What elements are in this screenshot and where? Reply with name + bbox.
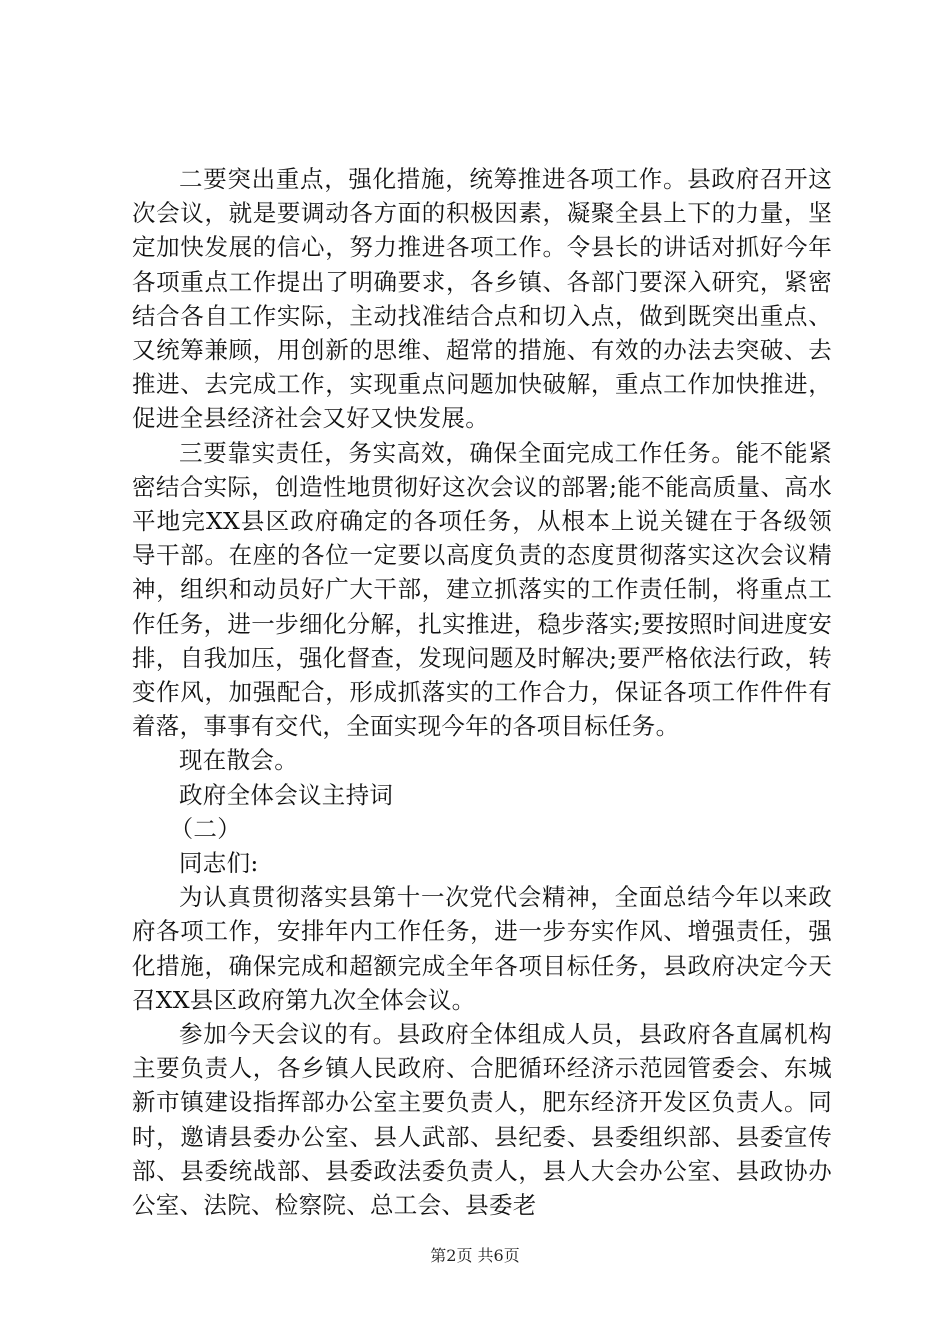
paragraph-attendees: 参加今天会议的有。县政府全体组成人员，县政府各直属机构主要负责人，各乡镇人民政府、合肥循环经济示范园管委会、东城新市镇建设指挥部办公室主要负责人，肥东经济开发区负责人。同时，邀请县委办公室、县人武部、县纪委、县委组织部、县委宣传部、县委统战部、县委政法委负责人，县人大会办公室、县政协办公室、法院、检察院、总工会、县委老 — [132, 1020, 832, 1220]
paragraph-point-two: 二要突出重点，强化措施，统筹推进各项工作。县政府召开这次会议，就是要调动各方面的积极因素，凝聚全县上下的力量，坚定加快发展的信心，努力推进各项工作。令县长的讲话对抓好今年各项重点工作提出了明确要求，各乡镇、各部门要深入研究，紧密结合各自工作实际，主动找准结合点和切入点，做到既突出重点、又统筹兼顾，用创新的思维、超常的措施、有效的办法去突破、去推进、去完成工作，实现重点问题加快破解，重点工作加快推进，促进全县经济社会又好又快发展。 — [132, 165, 832, 433]
section-title: 政府全体会议主持词 — [179, 780, 394, 809]
section-number: （二） — [169, 814, 241, 843]
page-footer: 第2页 共6页 — [430, 1246, 520, 1265]
document-body — [132, 162, 832, 1222]
paragraph-point-three: 三要靠实责任，务实高效，确保全面完成工作任务。能不能紧密结合实际，创造性地贯彻好这次会议的部署;能不能高质量、高水平地完XX县区政府确定的各项任务，从根本上说关键在于各级领导干部。在座的各位一定要以高度负责的态度贯彻落实这次会议精神，组织和动员好广大干部，建立抓落实的工作责任制，将重点工作任务，进一步细化分解，扎实推进，稳步落实;要按照时间进度安排，自我加压，强化督查，发现问题及时解决;要严格依法行政，转变作风，加强配合，形成抓落实的工作合力，保证各项工作件件有着落，事事有交代，全面实现今年的各项目标任务。 — [132, 438, 832, 741]
paragraph-purpose: 为认真贯彻落实县第十一次党代会精神，全面总结今年以来政府各项工作，安排年内工作任务，进一步夯实作风、增强责任，强化措施，确保完成和超额完成全年各项目标任务，县政府决定今天召XX县区政府第九次全体会议。 — [132, 883, 832, 1014]
paragraph-adjourn: 现在散会。 — [179, 746, 298, 775]
salutation: 同志们: — [179, 849, 259, 878]
